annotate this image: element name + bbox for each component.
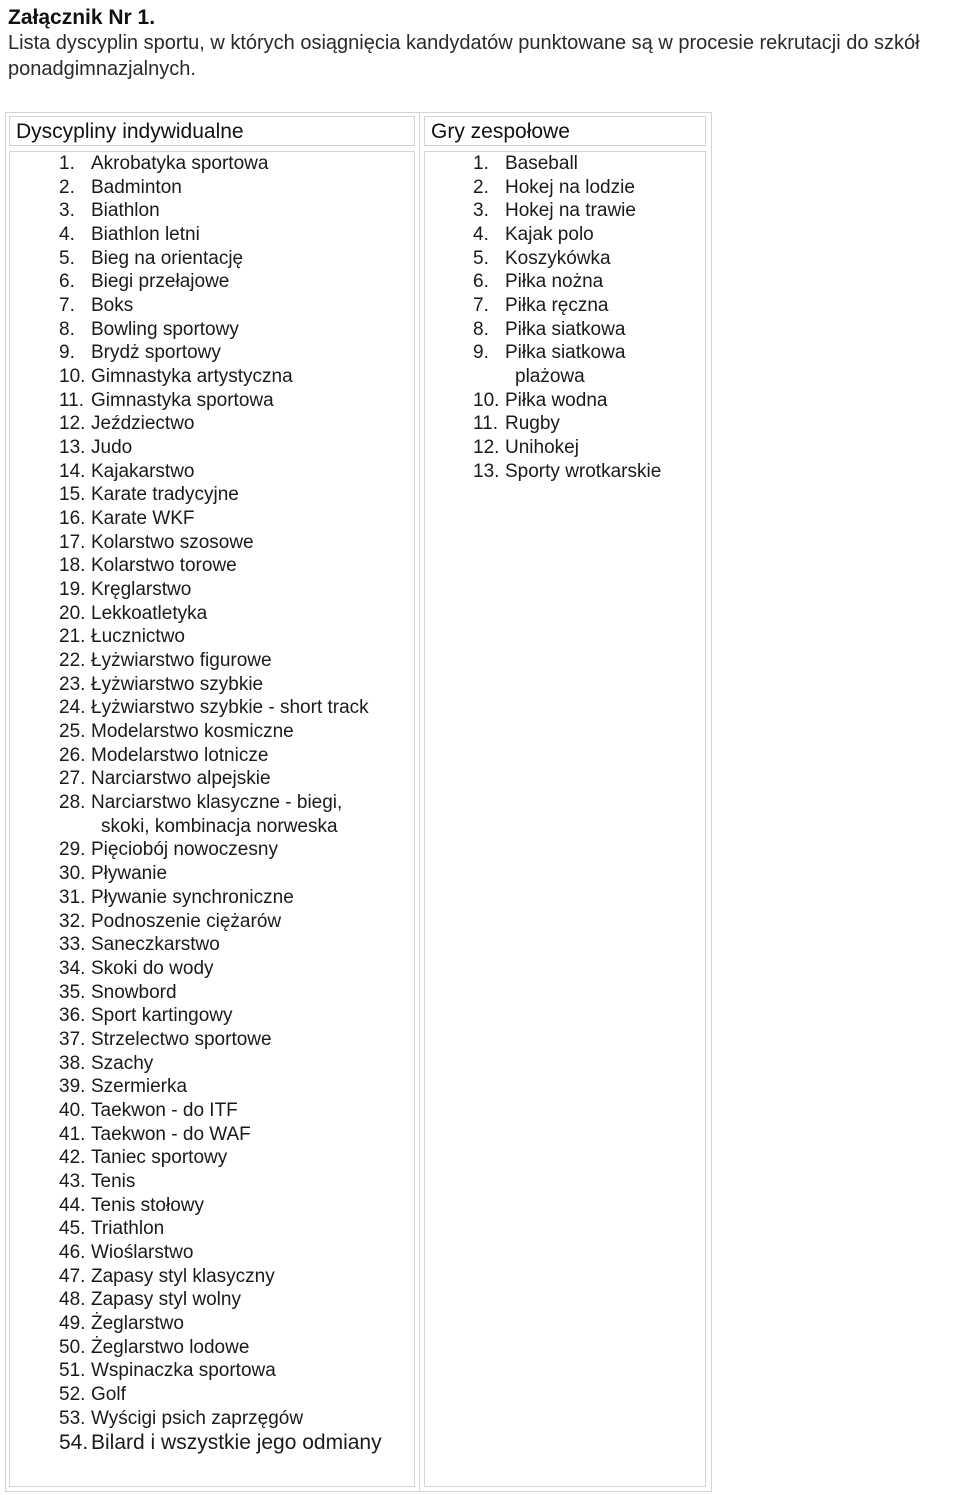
item-label-text: Judo: [91, 437, 133, 459]
item-label-text: Piłka wodna: [505, 389, 608, 411]
list-item: [473, 341, 703, 388]
item-label-text: Pływanie synchroniczne: [91, 886, 294, 908]
item-label: [91, 1312, 409, 1336]
item-label: [505, 318, 703, 342]
item-number: 53.: [59, 1407, 86, 1429]
item-label-text: Kolarstwo szosowe: [91, 531, 254, 553]
list-item: [59, 957, 409, 981]
item-number: 8.: [59, 318, 75, 340]
item-label-text: Hokej na trawie: [505, 200, 636, 222]
list-item: [473, 460, 703, 484]
item-label: [91, 1146, 409, 1170]
item-label: [505, 294, 703, 318]
item-label: [505, 223, 703, 247]
item-number: 37.: [59, 1028, 86, 1050]
item-label-text: Modelarstwo kosmiczne: [91, 721, 294, 743]
item-label-text: Biathlon: [91, 200, 160, 222]
item-label: [91, 318, 409, 342]
list-item: [59, 981, 409, 1005]
item-label-text: Badminton: [91, 176, 182, 198]
item-label: [91, 1123, 409, 1147]
item-label: [91, 1028, 409, 1052]
item-number: 24.: [59, 697, 86, 719]
item-label-text: Boks: [91, 295, 134, 317]
item-label: [91, 176, 409, 200]
list-item: [59, 1359, 409, 1383]
item-label: [505, 270, 703, 294]
list-item: [59, 270, 409, 294]
item-label-text: Taekwon - do WAF: [91, 1123, 251, 1145]
item-label-text: Hokej na lodzie: [505, 176, 635, 198]
item-label: [91, 389, 409, 413]
item-number: 40.: [59, 1099, 86, 1121]
item-label-continuation: plażowa: [515, 366, 585, 388]
item-label: [505, 199, 703, 223]
item-number: 39.: [59, 1076, 86, 1098]
item-label: [91, 1430, 409, 1456]
list-item: [473, 318, 703, 342]
item-label: [91, 554, 409, 578]
item-label: [91, 649, 409, 673]
list-item: [59, 554, 409, 578]
item-label-text: Bowling sportowy: [91, 318, 239, 340]
item-label-text: Piłka siatkowa: [505, 342, 626, 364]
item-label-text: Sport kartingowy: [91, 1005, 233, 1027]
list-item: [59, 152, 409, 176]
item-label: [505, 341, 703, 388]
list-item: [59, 1194, 409, 1218]
item-label-text: Gimnastyka sportowa: [91, 389, 274, 411]
list-item: [473, 436, 703, 460]
item-number: 30.: [59, 863, 86, 885]
item-number: 4.: [59, 224, 75, 246]
item-label: [91, 696, 409, 720]
item-label: [91, 578, 409, 602]
item-label-text: Modelarstwo lotnicze: [91, 744, 269, 766]
list-item: [59, 294, 409, 318]
item-label-text: Sporty wrotkarskie: [505, 460, 662, 482]
item-number: 6.: [59, 271, 75, 293]
list-item: [59, 1430, 409, 1456]
list-item: [59, 507, 409, 531]
item-label-text: Karate tradycyjne: [91, 484, 239, 506]
item-label-text: Kajakarstwo: [91, 460, 195, 482]
item-label: [91, 767, 409, 791]
list-item: [473, 176, 703, 200]
item-label: [505, 412, 703, 436]
item-number: 31.: [59, 886, 86, 908]
item-label: [91, 1075, 409, 1099]
list-item: [59, 1336, 409, 1360]
list-item: [59, 1407, 409, 1431]
item-label: [91, 460, 409, 484]
item-label-text: Taniec sportowy: [91, 1147, 228, 1169]
item-label: [91, 152, 409, 176]
item-number: 20.: [59, 602, 86, 624]
list-team: [473, 152, 703, 483]
item-label-text: Żeglarstwo: [91, 1312, 184, 1334]
item-label-text: Żeglarstwo lodowe: [91, 1336, 250, 1358]
list-item: [59, 649, 409, 673]
item-label-text: Tenis: [91, 1170, 136, 1192]
item-number: 1.: [59, 153, 75, 174]
item-label: [91, 720, 409, 744]
list-item: [473, 412, 703, 436]
item-number: 28.: [59, 792, 86, 814]
header-team: Gry zespołowe: [424, 116, 706, 146]
list-item: [59, 412, 409, 436]
list-item: [59, 1146, 409, 1170]
item-number: 14.: [59, 460, 86, 482]
item-label: [505, 152, 703, 176]
item-number: 11.: [473, 413, 499, 435]
item-label-text: Zapasy styl wolny: [91, 1289, 241, 1311]
item-label: [91, 1383, 409, 1407]
item-number: 17.: [59, 531, 86, 553]
subtitle: Lista dyscyplin sportu, w których osiągnięcia kandydatów punktowane są w procesie rekrutacji do szkół ponadgimnazjalnych.: [8, 32, 920, 80]
item-number: 45.: [59, 1218, 86, 1240]
item-label: [91, 270, 409, 294]
list-item: [59, 1099, 409, 1123]
item-number: 36.: [59, 1005, 86, 1027]
item-label-text: Narciarstwo alpejskie: [91, 768, 271, 790]
item-label-text: Podnoszenie ciężarów: [91, 910, 282, 932]
item-label: [91, 886, 409, 910]
list-item: [59, 862, 409, 886]
list-item: [59, 1312, 409, 1336]
title: Załącznik Nr 1.: [8, 6, 156, 29]
list-item: [59, 1028, 409, 1052]
list-item: [59, 578, 409, 602]
item-label: [505, 176, 703, 200]
item-label: [91, 247, 409, 271]
item-number: 34.: [59, 957, 86, 979]
item-label-text: Baseball: [505, 153, 578, 174]
item-label: [91, 957, 409, 981]
item-label-text: Kajak polo: [505, 224, 594, 246]
list-item: [59, 341, 409, 365]
table-divider: [419, 112, 420, 1492]
list-item: [59, 744, 409, 768]
item-label-text: Biegi przełajowe: [91, 271, 230, 293]
item-label-continuation: skoki, kombinacja norweska: [101, 815, 338, 837]
item-label-text: Pływanie: [91, 863, 168, 885]
item-label-text: Saneczkarstwo: [91, 934, 220, 956]
item-number: 12.: [59, 413, 86, 435]
item-number: 13.: [473, 460, 500, 482]
item-label: [91, 365, 409, 389]
list-item: [59, 673, 409, 697]
item-number: 41.: [59, 1123, 86, 1145]
item-label-text: Gimnastyka artystyczna: [91, 366, 293, 388]
item-label: [91, 933, 409, 957]
item-label-text: Wyścigi psich zaprzęgów: [91, 1407, 304, 1429]
item-number: 11.: [59, 389, 85, 411]
item-label: [91, 1407, 409, 1431]
item-label-text: Rugby: [505, 413, 560, 435]
item-number: 21.: [59, 626, 86, 648]
item-label: [91, 436, 409, 460]
item-label-text: Triathlon: [91, 1218, 165, 1240]
item-label-text: Kolarstwo torowe: [91, 555, 237, 577]
item-number: 15.: [59, 484, 86, 506]
item-number: 7.: [473, 295, 489, 317]
item-number: 42.: [59, 1147, 86, 1169]
list-item: [59, 389, 409, 413]
item-label: [505, 436, 703, 460]
item-number: 25.: [59, 721, 86, 743]
item-number: 54.: [59, 1431, 89, 1455]
list-item: [59, 1383, 409, 1407]
list-item: [59, 247, 409, 271]
item-number: 9.: [473, 342, 489, 364]
item-label-text: Jeździectwo: [91, 413, 195, 435]
item-label-text: Tenis stołowy: [91, 1194, 204, 1216]
item-label: [91, 412, 409, 436]
list-item: [59, 483, 409, 507]
item-number: 44.: [59, 1194, 86, 1216]
item-number: 18.: [59, 555, 86, 577]
item-label: [505, 389, 703, 413]
item-label: [91, 1217, 409, 1241]
item-label-text: Unihokej: [505, 437, 579, 459]
item-label: [91, 744, 409, 768]
item-number: 7.: [59, 295, 75, 317]
item-label-text: Lekkoatletyka: [91, 602, 208, 624]
item-number: 6.: [473, 271, 489, 293]
item-number: 46.: [59, 1241, 86, 1263]
item-number: 52.: [59, 1383, 86, 1405]
item-label: [91, 791, 409, 838]
item-label: [91, 1241, 409, 1265]
item-label-text: Wioślarstwo: [91, 1241, 194, 1263]
item-label-text: Zapasy styl klasyczny: [91, 1265, 275, 1287]
list-item: [59, 696, 409, 720]
item-label: [91, 1052, 409, 1076]
item-number: 26.: [59, 744, 86, 766]
item-label-text: Bieg na orientację: [91, 247, 244, 269]
item-label: [91, 507, 409, 531]
list-item: [59, 886, 409, 910]
item-label: [91, 1004, 409, 1028]
list-item: [59, 625, 409, 649]
list-item: [59, 199, 409, 223]
list-item: [59, 602, 409, 626]
item-number: 49.: [59, 1312, 86, 1334]
item-number: 33.: [59, 934, 86, 956]
item-label: [91, 910, 409, 934]
item-label-text: Skoki do wody: [91, 957, 214, 979]
item-label-text: Łyżwiarstwo szybkie: [91, 673, 264, 695]
list-item: [59, 1123, 409, 1147]
item-number: 8.: [473, 318, 489, 340]
item-label: [91, 223, 409, 247]
item-label-text: Łyżwiarstwo figurowe: [91, 650, 272, 672]
item-number: 9.: [59, 342, 75, 364]
list-item: [59, 223, 409, 247]
item-label-text: Narciarstwo klasyczne - biegi,: [91, 792, 343, 814]
item-label-text: Karate WKF: [91, 508, 195, 530]
item-label-text: Brydż sportowy: [91, 342, 221, 364]
list-individual: [59, 152, 409, 1456]
item-label-text: Biathlon letni: [91, 224, 200, 246]
item-label: [91, 838, 409, 862]
item-label: [91, 1194, 409, 1218]
list-item: [59, 1288, 409, 1312]
list-item: [59, 767, 409, 791]
item-label-text: Koszykówka: [505, 247, 611, 269]
item-label: [91, 1336, 409, 1360]
list-item: [59, 1170, 409, 1194]
item-label: [91, 602, 409, 626]
list-item: [473, 389, 703, 413]
list-item: [59, 365, 409, 389]
item-label: [91, 341, 409, 365]
item-number: 10.: [473, 389, 500, 411]
item-number: 5.: [473, 247, 489, 269]
list-item: [473, 294, 703, 318]
list-item: [59, 1241, 409, 1265]
item-number: 19.: [59, 579, 86, 601]
item-number: 38.: [59, 1052, 86, 1074]
list-item: [473, 152, 703, 176]
item-label: [91, 625, 409, 649]
item-label-text: Szermierka: [91, 1076, 188, 1098]
item-label: [91, 1170, 409, 1194]
item-number: 12.: [473, 437, 500, 459]
item-number: 51.: [59, 1360, 86, 1382]
list-item: [59, 1217, 409, 1241]
list-item: [59, 1075, 409, 1099]
item-number: 43.: [59, 1170, 86, 1192]
item-label-text: Golf: [91, 1383, 126, 1405]
item-label-text: Bilard i wszystkie jego odmiany: [91, 1431, 382, 1455]
list-item: [59, 436, 409, 460]
item-label: [91, 1288, 409, 1312]
header-individual: Dyscypliny indywidualne: [9, 116, 415, 146]
item-number: 22.: [59, 650, 86, 672]
item-number: 5.: [59, 247, 75, 269]
list-item: [473, 223, 703, 247]
item-label-text: Pięciobój nowoczesny: [91, 839, 278, 861]
item-label: [91, 294, 409, 318]
list-item: [59, 791, 409, 838]
item-label-text: Wspinaczka sportowa: [91, 1360, 276, 1382]
list-item: [59, 933, 409, 957]
item-label-text: Łyżwiarstwo szybkie - short track: [91, 697, 369, 719]
item-number: 1.: [473, 153, 489, 174]
list-item: [473, 270, 703, 294]
item-number: 3.: [473, 200, 489, 222]
item-label: [91, 483, 409, 507]
item-number: 32.: [59, 910, 86, 932]
item-label: [91, 981, 409, 1005]
item-label-text: Strzelectwo sportowe: [91, 1028, 272, 1050]
list-item: [59, 318, 409, 342]
item-label-text: Taekwon - do ITF: [91, 1099, 238, 1121]
list-item: [59, 1004, 409, 1028]
item-number: 13.: [59, 437, 86, 459]
item-number: 50.: [59, 1336, 86, 1358]
item-number: 4.: [473, 224, 489, 246]
item-label-text: Kręglarstwo: [91, 579, 192, 601]
item-label-text: Akrobatyka sportowa: [91, 153, 269, 174]
item-number: 16.: [59, 508, 86, 530]
list-item: [473, 199, 703, 223]
list-item: [59, 1052, 409, 1076]
list-item: [59, 910, 409, 934]
item-number: 47.: [59, 1265, 86, 1287]
item-number: 2.: [473, 176, 489, 198]
item-number: 23.: [59, 673, 86, 695]
item-label-text: Piłka nożna: [505, 271, 604, 293]
item-number: 10.: [59, 366, 86, 388]
item-label: [91, 1359, 409, 1383]
item-label-text: Szachy: [91, 1052, 154, 1074]
item-label: [91, 1099, 409, 1123]
item-number: 35.: [59, 981, 86, 1003]
item-label-text: Łucznictwo: [91, 626, 185, 648]
item-label: [91, 199, 409, 223]
list-item: [59, 720, 409, 744]
list-item: [59, 531, 409, 555]
item-label: [505, 247, 703, 271]
item-label: [91, 1265, 409, 1289]
item-number: 3.: [59, 200, 75, 222]
item-number: 29.: [59, 839, 86, 861]
item-label: [91, 531, 409, 555]
item-number: 27.: [59, 768, 86, 790]
item-label: [91, 673, 409, 697]
item-label-text: Piłka ręczna: [505, 295, 609, 317]
item-number: 48.: [59, 1289, 86, 1311]
item-number: 2.: [59, 176, 75, 198]
list-item: [59, 176, 409, 200]
list-item: [473, 247, 703, 271]
list-item: [59, 1265, 409, 1289]
item-label: [505, 460, 703, 484]
list-item: [59, 460, 409, 484]
item-label-text: Piłka siatkowa: [505, 318, 626, 340]
item-label: [91, 862, 409, 886]
list-item: [59, 838, 409, 862]
item-label-text: Snowbord: [91, 981, 177, 1003]
